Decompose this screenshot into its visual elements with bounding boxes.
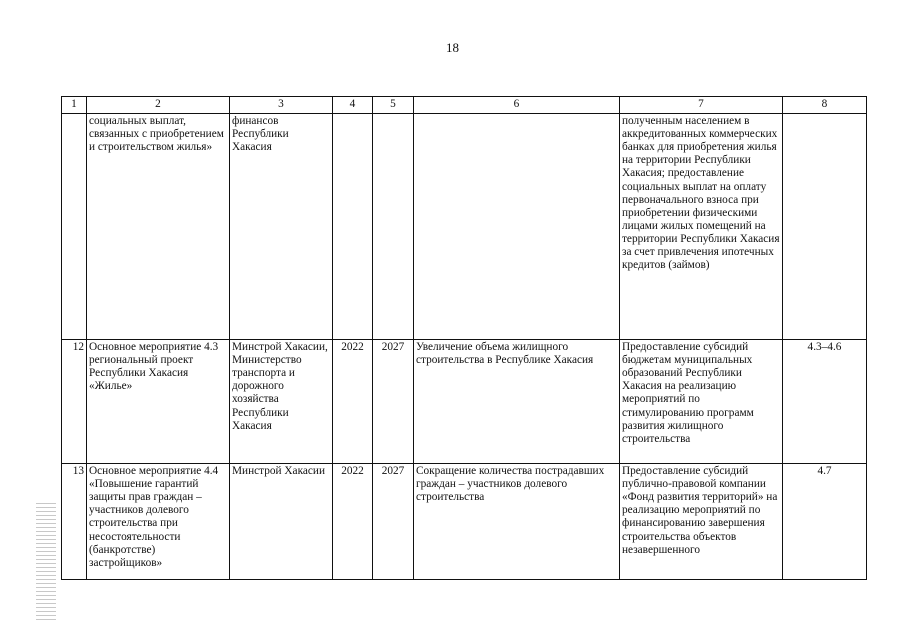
executor-cell: Минстрой Хакасии bbox=[230, 464, 333, 580]
start-year-cell: 2022 bbox=[333, 464, 373, 580]
indicators-cell: 4.3–4.6 bbox=[783, 340, 867, 464]
column-header-4: 4 bbox=[333, 97, 373, 114]
description-cell: полученным населением в аккредитованных коммерческих банках для приобретения жилья на территории Республики Хакасия; предоставление социальных выплат на оплату первоначального взноса при приобретении физическими лицами жилых помещений на территории Республики Хакасия за счет привлечения ипотечных кредитов (займов) bbox=[620, 114, 783, 340]
column-header-8: 8 bbox=[783, 97, 867, 114]
start-year-cell: 2022 bbox=[333, 340, 373, 464]
column-header-3: 3 bbox=[230, 97, 333, 114]
executor-cell: финансов Республики Хакасия bbox=[230, 114, 333, 340]
scan-margin-stamp bbox=[36, 503, 56, 621]
column-header-1: 1 bbox=[62, 97, 87, 114]
table-row bbox=[62, 340, 867, 464]
description-cell: Предоставление субсидий бюджетам муниципальных образований Республики Хакасия на реализацию мероприятий по стимулированию программ развития жилищного строительства bbox=[620, 340, 783, 464]
program-events-table bbox=[61, 96, 867, 580]
table-row bbox=[62, 114, 867, 340]
indicators-cell: 4.7 bbox=[783, 464, 867, 580]
table-header-row bbox=[62, 97, 867, 114]
table-row bbox=[62, 464, 867, 580]
event-name-cell: Основное мероприятие 4.3 региональный проект Республики Хакасия «Жилье» bbox=[87, 340, 230, 464]
start-year-cell bbox=[333, 114, 373, 340]
end-year-cell: 2027 bbox=[373, 340, 414, 464]
column-header-5: 5 bbox=[373, 97, 414, 114]
expected-result-cell: Увеличение объема жилищного строительства в Республике Хакасия bbox=[414, 340, 620, 464]
column-header-2: 2 bbox=[87, 97, 230, 114]
executor-cell: Минстрой Хакасии, Министерство транспорта и дорожного хозяйства Республики Хакасия bbox=[230, 340, 333, 464]
row-number-cell: 13 bbox=[62, 464, 87, 580]
expected-result-cell bbox=[414, 114, 620, 340]
description-cell: Предоставление субсидий публично-правовой компании «Фонд развития территорий» на реализацию мероприятий по финансированию завершения строительства объектов незавершенного bbox=[620, 464, 783, 580]
end-year-cell bbox=[373, 114, 414, 340]
event-name-cell: Основное мероприятие 4.4 «Повышение гарантий защиты прав граждан – участников долевого строительства при несостоятельности (банкротстве) застройщиков» bbox=[87, 464, 230, 580]
column-header-6: 6 bbox=[414, 97, 620, 114]
indicators-cell bbox=[783, 114, 867, 340]
row-number-cell bbox=[62, 114, 87, 340]
event-name-cell: социальных выплат, связанных с приобретением и строительством жилья» bbox=[87, 114, 230, 340]
row-number-cell: 12 bbox=[62, 340, 87, 464]
column-header-7: 7 bbox=[620, 97, 783, 114]
expected-result-cell: Сокращение количества пострадавших граждан – участников долевого строительства bbox=[414, 464, 620, 580]
end-year-cell: 2027 bbox=[373, 464, 414, 580]
page-number: 18 bbox=[446, 40, 459, 55]
